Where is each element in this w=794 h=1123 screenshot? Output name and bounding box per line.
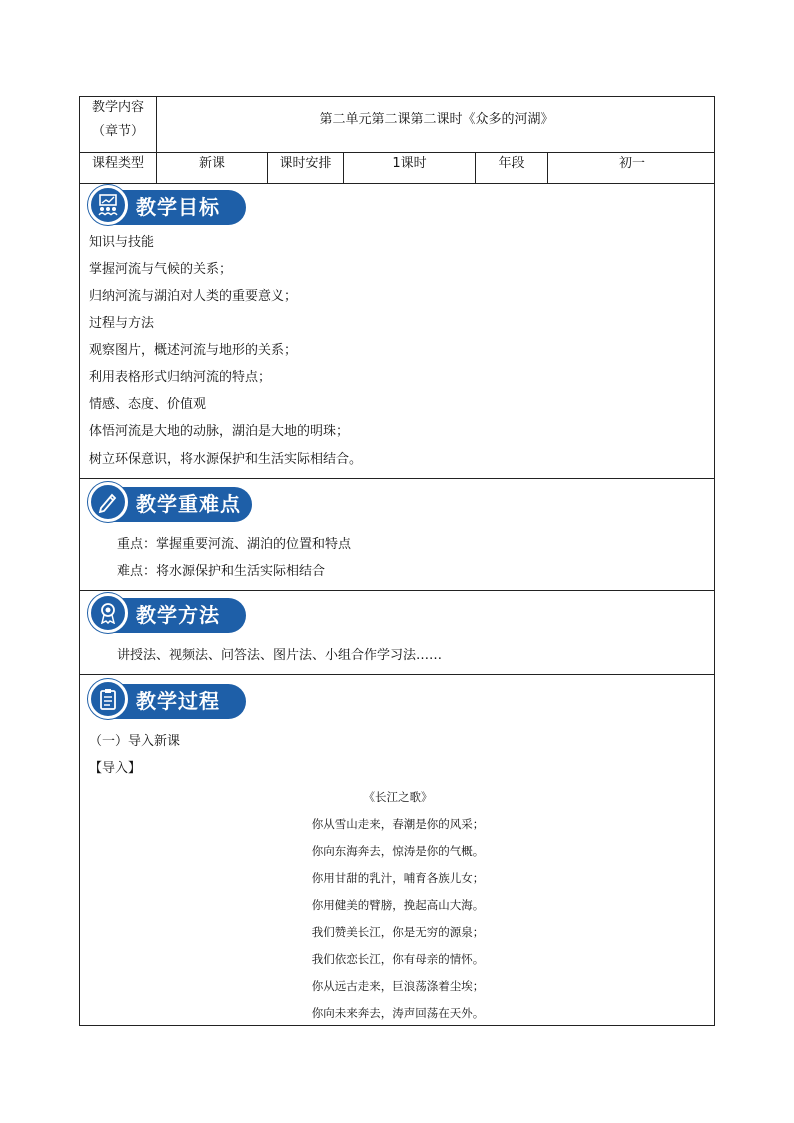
keypoints-title: 教学重难点 — [106, 487, 252, 522]
methods-banner — [88, 593, 246, 635]
poem-line: 你用健美的臂膀，挽起高山大海。 — [311, 898, 485, 912]
poem-line: 你用甘甜的乳汁，哺育各族儿女； — [311, 871, 485, 885]
goals-line: 归纳河流与湖泊对人类的重要意义； — [89, 289, 298, 304]
content-label-line1: 教学内容 — [91, 100, 144, 115]
keypoints-banner — [88, 482, 252, 524]
poem-line: 你向未来奔去，涛声回荡在天外。 — [311, 1006, 485, 1020]
goals-line: 观察图片，概述河流与地形的关系； — [89, 343, 298, 358]
goals-line: 情感、态度、价值观 — [89, 397, 207, 412]
poem-line: 你从雪山走来，春潮是你的风采； — [311, 817, 485, 831]
keypoint-line: 难点：将水源保护和生活实际相结合 — [117, 564, 326, 579]
goals-title: 教学目标 — [106, 190, 246, 225]
goals-line: 过程与方法 — [89, 316, 155, 331]
poem-line: 你从远古走来，巨浪荡涤着尘埃； — [311, 979, 485, 993]
poem-title: 《长江之歌》 — [363, 790, 433, 804]
grade-value: 初一 — [618, 156, 645, 171]
content-value: 第二单元第二课第二课时《众多的河湖》 — [319, 112, 554, 127]
divider — [80, 183, 714, 184]
poem-line: 我们赞美长江，你是无穷的源泉； — [311, 925, 485, 939]
keypoint-line: 重点：掌握重要河流、湖泊的位置和特点 — [117, 537, 352, 552]
goals-line: 体悟河流是大地的动脉，湖泊是大地的明珠； — [89, 424, 350, 439]
process-banner — [88, 679, 246, 721]
methods-title: 教学方法 — [106, 598, 246, 633]
goals-banner — [88, 185, 246, 227]
schedule-value: 1课时 — [392, 156, 427, 171]
type-label: 课程类型 — [91, 156, 144, 171]
process-intro: 【导入】 — [89, 761, 142, 776]
grade-label: 年段 — [498, 156, 525, 171]
divider — [80, 674, 714, 675]
content-label-line2: （章节） — [91, 124, 144, 139]
pencil-icon — [88, 482, 128, 522]
goals-line: 知识与技能 — [89, 235, 155, 250]
presentation-people-icon — [88, 185, 128, 225]
divider — [80, 152, 714, 153]
content-label — [80, 99, 156, 141]
divider — [80, 478, 714, 479]
schedule-label: 课时安排 — [279, 156, 332, 171]
clipboard-list-icon — [88, 679, 128, 719]
award-ribbon-icon — [88, 593, 128, 633]
goals-line: 利用表格形式归纳河流的特点； — [89, 370, 272, 385]
goals-line: 掌握河流与气候的关系； — [89, 262, 233, 277]
process-title: 教学过程 — [106, 684, 246, 719]
type-value: 新课 — [198, 156, 225, 171]
process-step: （一）导入新课 — [89, 734, 181, 749]
divider — [80, 590, 714, 591]
lesson-plan-table — [79, 96, 715, 1026]
poem-line: 你向东海奔去，惊涛是你的气概。 — [311, 844, 485, 858]
poem-line: 我们依恋长江，你有母亲的情怀。 — [311, 952, 485, 966]
goals-line: 树立环保意识，将水源保护和生活实际相结合。 — [89, 452, 363, 467]
methods-line: 讲授法、视频法、问答法、图片法、小组合作学习法…… — [117, 648, 443, 663]
